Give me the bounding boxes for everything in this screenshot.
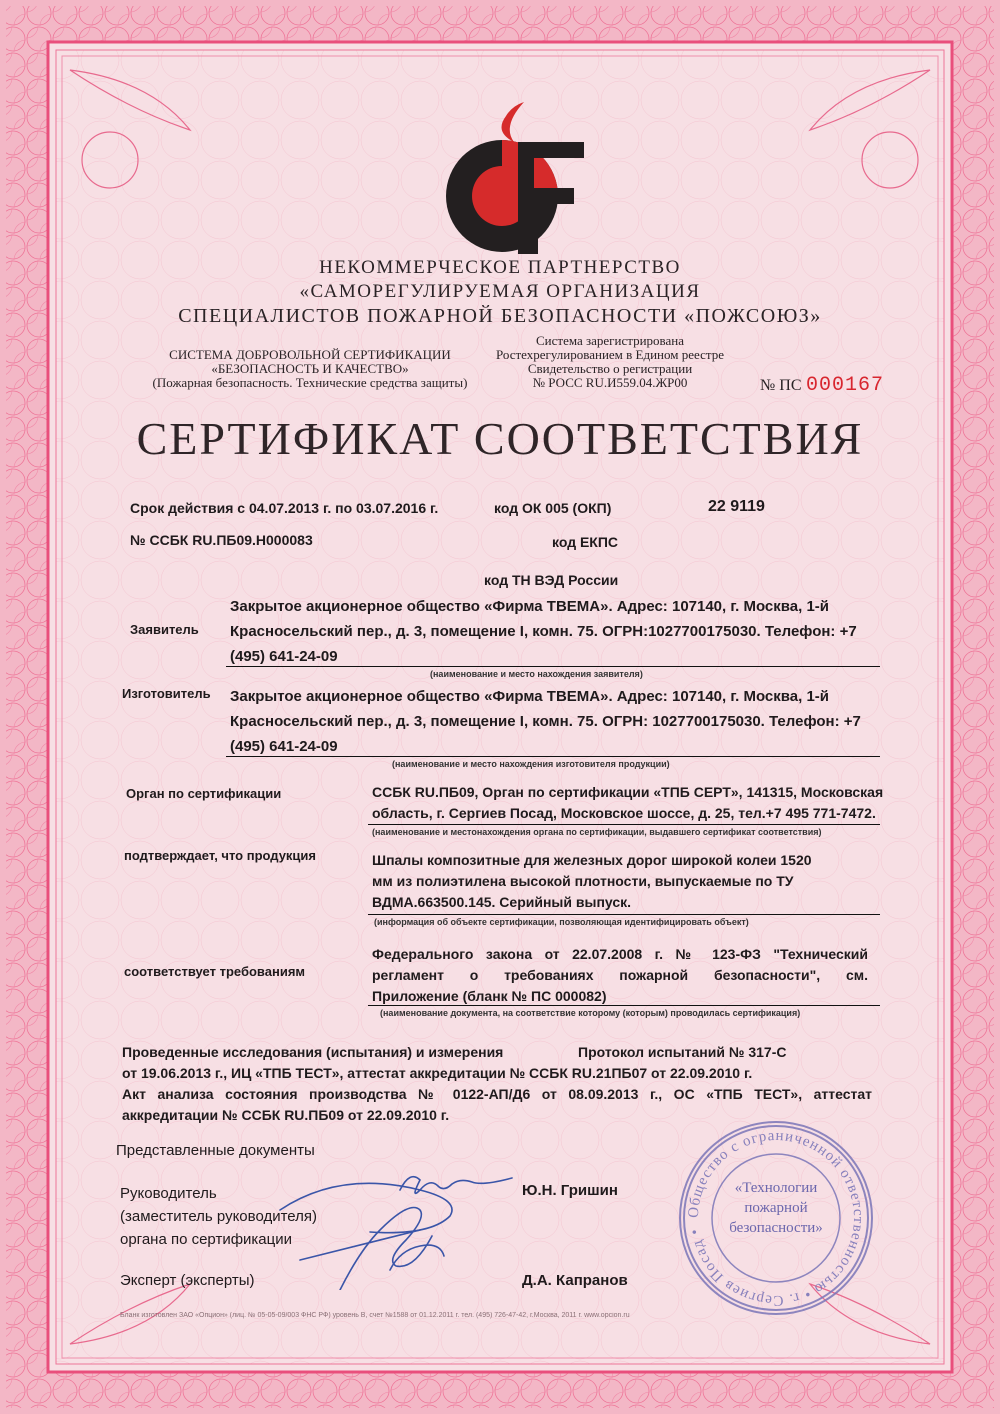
system-name-line-2: «БЕЗОПАСНОСТЬ И КАЧЕСТВО»: [211, 361, 409, 376]
requirements-caption: (наименование документа, на соответствие которому (которым) проводилась сертификация): [380, 1008, 801, 1018]
ekps-code-label: код ЕКПС: [552, 534, 619, 550]
manufacturer-value: [230, 684, 890, 759]
applicant-value: [230, 594, 890, 669]
head-title-line-2: (заместитель руководителя): [120, 1208, 318, 1225]
registration-line-4: № РОСС RU.И559.04.ЖР00: [532, 375, 688, 390]
stamp-ring-text: Общество с ограниченной ответственностью • г. Сергиев Посад •: [685, 1127, 867, 1309]
requirements-line-1: Федерального закона от 22.07.2008 г. № 123-ФЗ "Технический: [372, 946, 868, 962]
registration-line-2: Ростехрегулированием в Едином реестре: [496, 347, 724, 362]
tests-line-4: аккредитации № ССБК RU.ПБ09 от 22.09.2010 г.: [122, 1107, 450, 1123]
test-protocol: Протокол испытаний № 317-С: [578, 1044, 787, 1060]
product-value: [372, 850, 872, 913]
product-label: подтверждает, что продукция: [124, 848, 317, 863]
applicant-underline: [226, 666, 880, 667]
stamp-center-text: [716, 1178, 836, 1238]
org-line-2: «САМОРЕГУЛИРУЕМАЯ ОРГАНИЗАЦИЯ: [299, 281, 701, 302]
org-name: [60, 256, 940, 328]
stamp-center-line-1: «Технологии: [734, 1180, 818, 1196]
product-line-1: Шпалы композитные для железных дорог широкой колеи 1520: [372, 852, 812, 868]
product-underline: [368, 914, 880, 915]
system-name-line-3: (Пожарная безопасность. Технические средства защиты): [152, 375, 468, 390]
tnved-code-label: код ТН ВЭД России: [484, 572, 619, 588]
cert-body-value: [372, 782, 884, 824]
stamp-center-line-2: пожарной: [744, 1200, 808, 1216]
documents-label: Представленные документы: [116, 1142, 315, 1159]
cert-body-caption: (наименование и местонахождения органа по сертификации, выдавшего сертификат соответствия): [372, 827, 822, 837]
cert-body-line-1: ССБК RU.ПБ09, Орган по сертификации «ТПБ СЕРТ», 141315, Московская: [372, 784, 884, 800]
blank-number-prefix: № ПС: [760, 377, 802, 394]
head-title-line-3: органа по сертификации: [120, 1231, 293, 1248]
document-title: СЕРТИФИКАТ СООТВЕТСТВИЯ: [136, 413, 864, 464]
applicant-line-3: (495) 641-24-09: [230, 648, 338, 665]
tests-line-3: Акт анализа состояния производства № 0122-АП/Д6 от 08.09.2013 г., ОС «ТПБ ТЕСТ», аттестат: [122, 1086, 872, 1102]
blank-number: [760, 374, 900, 397]
registration-info: [478, 334, 742, 390]
expert-label: Эксперт (эксперты): [120, 1272, 255, 1289]
requirements-line-3: Приложение (бланк № ПС 000082): [372, 988, 607, 1004]
cert-body-underline: [368, 824, 880, 825]
org-line-3: СПЕЦИАЛИСТОВ ПОЖАРНОЙ БЕЗОПАСНОСТИ «ПОЖСОЮЗ»: [178, 305, 822, 327]
certification-system: [140, 348, 480, 390]
manufacturer-line-3: (495) 641-24-09: [230, 738, 338, 755]
manufacturer-line-1: Закрытое акционерное общество «Фирма ТВЕМА». Адрес: 107140, г. Москва, 1-й: [230, 688, 830, 705]
manufacturer-underline: [226, 756, 880, 757]
blank-number-value: 000167: [805, 374, 884, 397]
requirements-underline: [368, 1005, 880, 1006]
applicant-label: Заявитель: [130, 622, 199, 637]
expert-name: Д.А. Капранов: [522, 1272, 628, 1289]
okp-code: 22 9119: [708, 498, 765, 515]
manufacturer-label: Изготовитель: [122, 686, 211, 701]
product-line-3: ВДМА.663500.145. Серийный выпуск.: [372, 894, 632, 910]
cert-body-label: Орган по сертификации: [126, 786, 282, 801]
form-imprint: Бланк изготовлен ЗАО «Опцион» (лиц. № 05-05-09/003 ФНС РФ) уровень В, счет №1588 от 01.12.2011 г. тел. (495) 726-47-42, г.Москва, 2011 г. www.opcion.ru: [120, 1312, 630, 1319]
system-name-line-1: СИСТЕМА ДОБРОВОЛЬНОЙ СЕРТИФИКАЦИИ: [169, 347, 451, 362]
applicant-caption: (наименование и место нахождения заявителя): [430, 669, 643, 679]
product-caption: (информация об объекте сертификации, позволяющая идентифицировать объект): [374, 917, 749, 927]
okp-label: код ОК 005 (ОКП): [494, 500, 612, 516]
tests-block: [122, 1042, 872, 1126]
requirements-label: соответствует требованиям: [124, 964, 306, 979]
org-line-1: НЕКОММЕРЧЕСКОЕ ПАРТНЕРСТВО: [319, 257, 681, 278]
registration-number: № ССБК RU.ПБ09.Н000083: [130, 532, 313, 548]
tests-heading: Проведенные исследования (испытания) и измерения: [122, 1044, 504, 1060]
tests-line-2: от 19.06.2013 г., ИЦ «ТПБ ТЕСТ», аттестат аккредитации № ССБК RU.21ПБ07 от 22.09.2010 г.: [122, 1065, 753, 1081]
pozhsoyuz-logo: [440, 96, 592, 260]
tests-line-1: [122, 1042, 872, 1063]
head-name: Ю.Н. Гришин: [522, 1182, 618, 1199]
applicant-line-1: Закрытое акционерное общество «Фирма ТВЕМА». Адрес: 107140, г. Москва, 1-й: [230, 598, 830, 615]
manufacturer-line-2: Красносельский пер., д. 3, помещение I, комн. 75. ОГРН: 1027700175030. Телефон: +7: [230, 713, 861, 730]
applicant-line-2: Красносельский пер., д. 3, помещение I, комн. 75. ОГРН:1027700175030. Телефон: +7: [230, 623, 857, 640]
stamp-center-line-3: безопасности»: [729, 1220, 823, 1236]
registration-line-1: Система зарегистрирована: [535, 333, 684, 348]
head-title-line-1: Руководитель: [120, 1185, 217, 1202]
cert-body-line-2: область, г. Сергиев Посад, Московское шоссе, д. 25, тел.+7 495 771-7472.: [372, 805, 876, 821]
registration-line-3: Свидетельство о регистрации: [527, 361, 693, 376]
handwritten-signatures: [240, 1150, 540, 1290]
product-line-2: мм из полиэтилена высокой плотности, выпускаемые по ТУ: [372, 873, 794, 889]
requirements-value: [372, 944, 868, 1007]
requirements-line-2: регламент о требованиях пожарной безопасности", см.: [372, 967, 868, 983]
manufacturer-caption: (наименование и место нахождения изготовителя продукции): [392, 759, 670, 769]
validity-period: Срок действия с 04.07.2013 г. по 03.07.2016 г.: [130, 500, 439, 516]
